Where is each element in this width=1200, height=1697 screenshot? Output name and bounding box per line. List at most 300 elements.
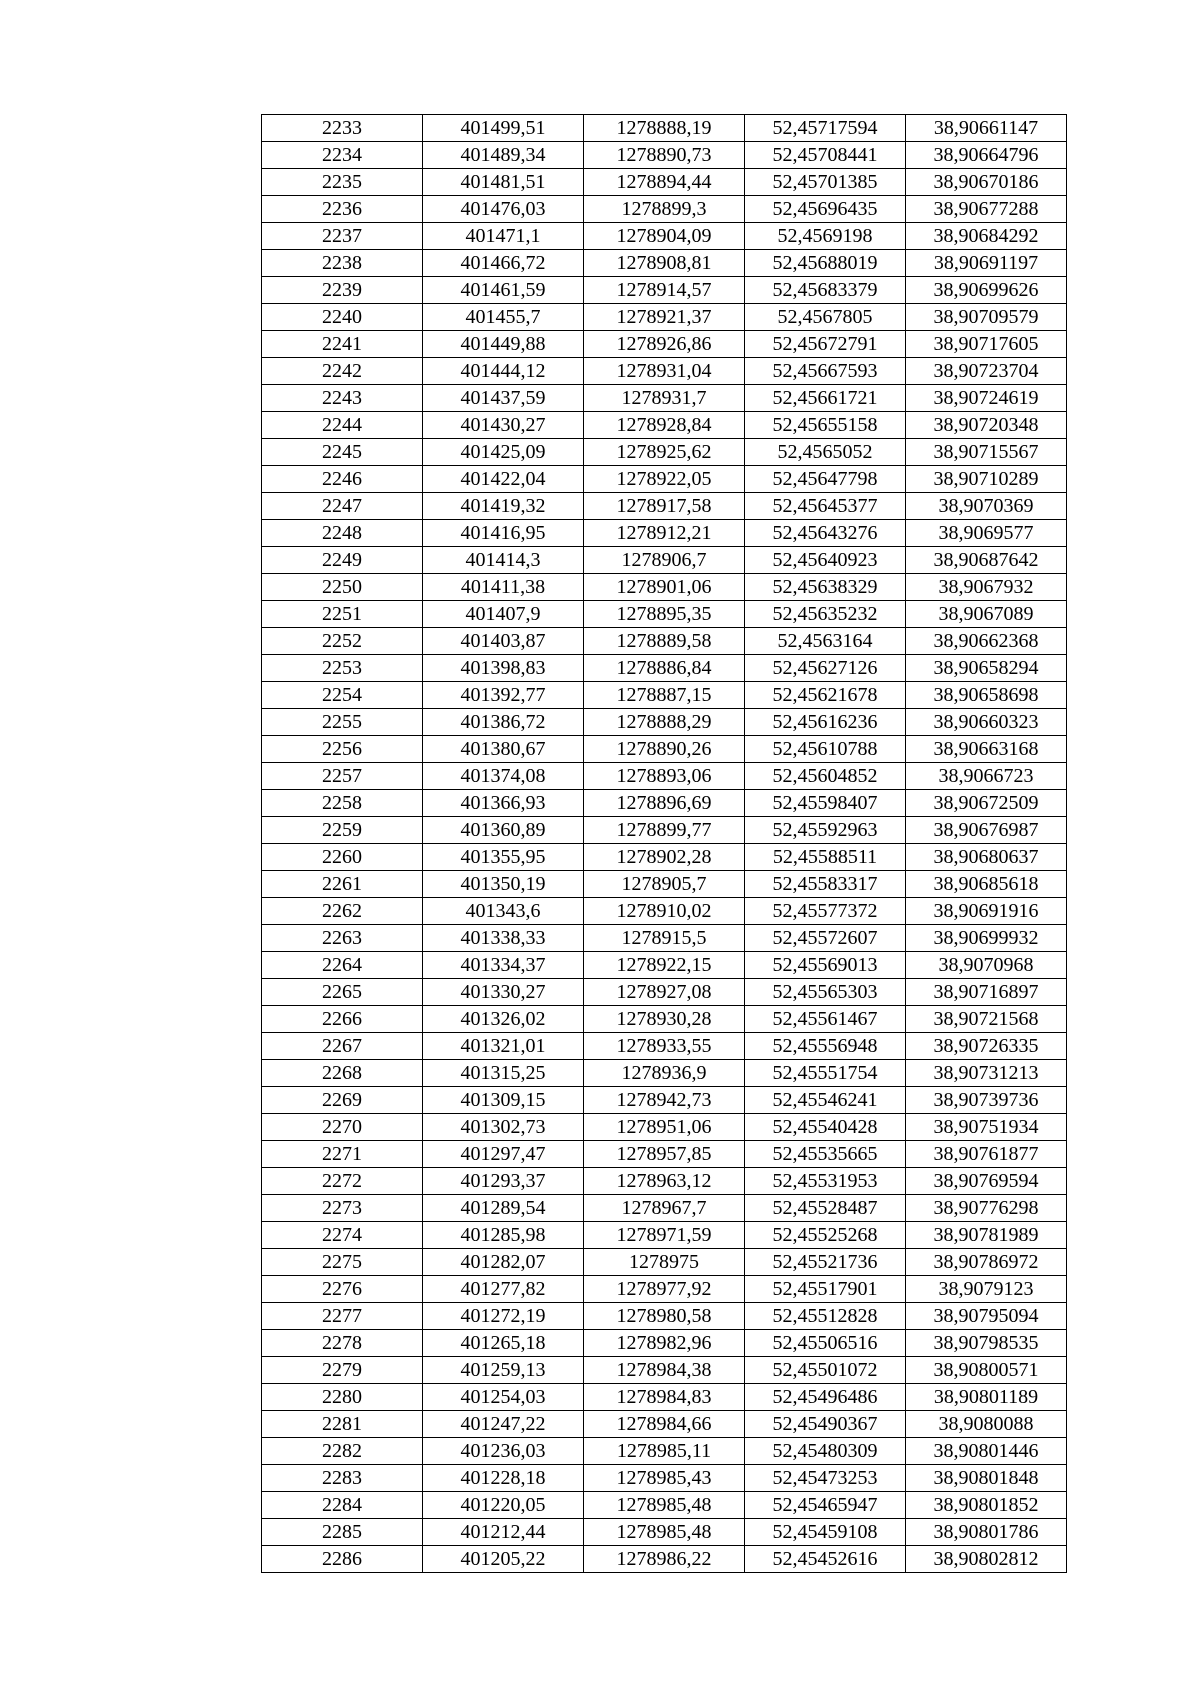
point-number-cell: 2257 bbox=[262, 763, 423, 790]
latitude-cell: 52,45583317 bbox=[745, 871, 906, 898]
longitude-cell: 38,90661147 bbox=[906, 115, 1067, 142]
x-coordinate-cell: 401272,19 bbox=[423, 1303, 584, 1330]
x-coordinate-cell: 401422,04 bbox=[423, 466, 584, 493]
y-coordinate-cell: 1278985,43 bbox=[584, 1465, 745, 1492]
y-coordinate-cell: 1278894,44 bbox=[584, 169, 745, 196]
point-number-cell: 2261 bbox=[262, 871, 423, 898]
latitude-cell: 52,45452616 bbox=[745, 1546, 906, 1573]
x-coordinate-cell: 401366,93 bbox=[423, 790, 584, 817]
y-coordinate-cell: 1278931,7 bbox=[584, 385, 745, 412]
x-coordinate-cell: 401407,9 bbox=[423, 601, 584, 628]
x-coordinate-cell: 401489,34 bbox=[423, 142, 584, 169]
latitude-cell: 52,45627126 bbox=[745, 655, 906, 682]
table-row bbox=[262, 115, 1067, 142]
latitude-cell: 52,4569198 bbox=[745, 223, 906, 250]
table-row bbox=[262, 1060, 1067, 1087]
y-coordinate-cell: 1278931,04 bbox=[584, 358, 745, 385]
x-coordinate-cell: 401419,32 bbox=[423, 493, 584, 520]
latitude-cell: 52,45480309 bbox=[745, 1438, 906, 1465]
latitude-cell: 52,45640923 bbox=[745, 547, 906, 574]
point-number-cell: 2255 bbox=[262, 709, 423, 736]
longitude-cell: 38,90680637 bbox=[906, 844, 1067, 871]
y-coordinate-cell: 1278912,21 bbox=[584, 520, 745, 547]
x-coordinate-cell: 401430,27 bbox=[423, 412, 584, 439]
table-row bbox=[262, 898, 1067, 925]
x-coordinate-cell: 401282,07 bbox=[423, 1249, 584, 1276]
longitude-cell: 38,9070369 bbox=[906, 493, 1067, 520]
table-row bbox=[262, 709, 1067, 736]
table-row bbox=[262, 952, 1067, 979]
latitude-cell: 52,45517901 bbox=[745, 1276, 906, 1303]
table-row bbox=[262, 1438, 1067, 1465]
point-number-cell: 2245 bbox=[262, 439, 423, 466]
latitude-cell: 52,45643276 bbox=[745, 520, 906, 547]
longitude-cell: 38,90670186 bbox=[906, 169, 1067, 196]
longitude-cell: 38,90691916 bbox=[906, 898, 1067, 925]
table-row bbox=[262, 493, 1067, 520]
x-coordinate-cell: 401338,33 bbox=[423, 925, 584, 952]
longitude-cell: 38,90658294 bbox=[906, 655, 1067, 682]
y-coordinate-cell: 1278963,12 bbox=[584, 1168, 745, 1195]
latitude-cell: 52,45598407 bbox=[745, 790, 906, 817]
latitude-cell: 52,45561467 bbox=[745, 1006, 906, 1033]
table-row bbox=[262, 925, 1067, 952]
point-number-cell: 2250 bbox=[262, 574, 423, 601]
longitude-cell: 38,90660323 bbox=[906, 709, 1067, 736]
table-row bbox=[262, 1384, 1067, 1411]
x-coordinate-cell: 401321,01 bbox=[423, 1033, 584, 1060]
y-coordinate-cell: 1278936,9 bbox=[584, 1060, 745, 1087]
table-row bbox=[262, 655, 1067, 682]
point-number-cell: 2277 bbox=[262, 1303, 423, 1330]
table-row bbox=[262, 304, 1067, 331]
table-row bbox=[262, 1006, 1067, 1033]
point-number-cell: 2286 bbox=[262, 1546, 423, 1573]
x-coordinate-cell: 401220,05 bbox=[423, 1492, 584, 1519]
y-coordinate-cell: 1278887,15 bbox=[584, 682, 745, 709]
y-coordinate-cell: 1278921,37 bbox=[584, 304, 745, 331]
coordinates-table bbox=[261, 114, 1067, 1573]
y-coordinate-cell: 1278926,86 bbox=[584, 331, 745, 358]
table-row bbox=[262, 1465, 1067, 1492]
longitude-cell: 38,90801189 bbox=[906, 1384, 1067, 1411]
y-coordinate-cell: 1278922,15 bbox=[584, 952, 745, 979]
x-coordinate-cell: 401343,6 bbox=[423, 898, 584, 925]
y-coordinate-cell: 1278895,35 bbox=[584, 601, 745, 628]
longitude-cell: 38,9080088 bbox=[906, 1411, 1067, 1438]
longitude-cell: 38,90709579 bbox=[906, 304, 1067, 331]
table-row bbox=[262, 547, 1067, 574]
longitude-cell: 38,90715567 bbox=[906, 439, 1067, 466]
x-coordinate-cell: 401302,73 bbox=[423, 1114, 584, 1141]
table-row bbox=[262, 1330, 1067, 1357]
x-coordinate-cell: 401212,44 bbox=[423, 1519, 584, 1546]
table-row bbox=[262, 601, 1067, 628]
latitude-cell: 52,45540428 bbox=[745, 1114, 906, 1141]
point-number-cell: 2259 bbox=[262, 817, 423, 844]
y-coordinate-cell: 1278908,81 bbox=[584, 250, 745, 277]
x-coordinate-cell: 401386,72 bbox=[423, 709, 584, 736]
latitude-cell: 52,4567805 bbox=[745, 304, 906, 331]
table-row bbox=[262, 1087, 1067, 1114]
y-coordinate-cell: 1278975 bbox=[584, 1249, 745, 1276]
y-coordinate-cell: 1278902,28 bbox=[584, 844, 745, 871]
y-coordinate-cell: 1278957,85 bbox=[584, 1141, 745, 1168]
y-coordinate-cell: 1278984,38 bbox=[584, 1357, 745, 1384]
longitude-cell: 38,90801786 bbox=[906, 1519, 1067, 1546]
y-coordinate-cell: 1278886,84 bbox=[584, 655, 745, 682]
latitude-cell: 52,45616236 bbox=[745, 709, 906, 736]
table-row bbox=[262, 628, 1067, 655]
latitude-cell: 52,45708441 bbox=[745, 142, 906, 169]
y-coordinate-cell: 1278896,69 bbox=[584, 790, 745, 817]
longitude-cell: 38,90800571 bbox=[906, 1357, 1067, 1384]
x-coordinate-cell: 401466,72 bbox=[423, 250, 584, 277]
longitude-cell: 38,9067089 bbox=[906, 601, 1067, 628]
table-row bbox=[262, 1519, 1067, 1546]
latitude-cell: 52,45556948 bbox=[745, 1033, 906, 1060]
table-row bbox=[262, 331, 1067, 358]
longitude-cell: 38,90699626 bbox=[906, 277, 1067, 304]
table-row bbox=[262, 223, 1067, 250]
y-coordinate-cell: 1278910,02 bbox=[584, 898, 745, 925]
latitude-cell: 52,45535665 bbox=[745, 1141, 906, 1168]
longitude-cell: 38,90716897 bbox=[906, 979, 1067, 1006]
x-coordinate-cell: 401326,02 bbox=[423, 1006, 584, 1033]
table-row bbox=[262, 1492, 1067, 1519]
latitude-cell: 52,45672791 bbox=[745, 331, 906, 358]
x-coordinate-cell: 401277,82 bbox=[423, 1276, 584, 1303]
y-coordinate-cell: 1278982,96 bbox=[584, 1330, 745, 1357]
latitude-cell: 52,45655158 bbox=[745, 412, 906, 439]
longitude-cell: 38,90801446 bbox=[906, 1438, 1067, 1465]
longitude-cell: 38,90658698 bbox=[906, 682, 1067, 709]
longitude-cell: 38,90687642 bbox=[906, 547, 1067, 574]
latitude-cell: 52,45496486 bbox=[745, 1384, 906, 1411]
point-number-cell: 2263 bbox=[262, 925, 423, 952]
latitude-cell: 52,45473253 bbox=[745, 1465, 906, 1492]
longitude-cell: 38,90769594 bbox=[906, 1168, 1067, 1195]
x-coordinate-cell: 401247,22 bbox=[423, 1411, 584, 1438]
latitude-cell: 52,45501072 bbox=[745, 1357, 906, 1384]
table-row bbox=[262, 1195, 1067, 1222]
x-coordinate-cell: 401289,54 bbox=[423, 1195, 584, 1222]
y-coordinate-cell: 1278928,84 bbox=[584, 412, 745, 439]
point-number-cell: 2249 bbox=[262, 547, 423, 574]
point-number-cell: 2262 bbox=[262, 898, 423, 925]
table-row bbox=[262, 1168, 1067, 1195]
latitude-cell: 52,45521736 bbox=[745, 1249, 906, 1276]
point-number-cell: 2266 bbox=[262, 1006, 423, 1033]
longitude-cell: 38,90801848 bbox=[906, 1465, 1067, 1492]
point-number-cell: 2270 bbox=[262, 1114, 423, 1141]
table-row bbox=[262, 844, 1067, 871]
point-number-cell: 2268 bbox=[262, 1060, 423, 1087]
point-number-cell: 2243 bbox=[262, 385, 423, 412]
longitude-cell: 38,9066723 bbox=[906, 763, 1067, 790]
x-coordinate-cell: 401444,12 bbox=[423, 358, 584, 385]
latitude-cell: 52,45635232 bbox=[745, 601, 906, 628]
point-number-cell: 2283 bbox=[262, 1465, 423, 1492]
longitude-cell: 38,90672509 bbox=[906, 790, 1067, 817]
longitude-cell: 38,9069577 bbox=[906, 520, 1067, 547]
coordinates-table-body bbox=[262, 115, 1067, 1573]
y-coordinate-cell: 1278901,06 bbox=[584, 574, 745, 601]
point-number-cell: 2248 bbox=[262, 520, 423, 547]
point-number-cell: 2233 bbox=[262, 115, 423, 142]
point-number-cell: 2278 bbox=[262, 1330, 423, 1357]
table-row bbox=[262, 439, 1067, 466]
latitude-cell: 52,45565303 bbox=[745, 979, 906, 1006]
y-coordinate-cell: 1278899,77 bbox=[584, 817, 745, 844]
longitude-cell: 38,90677288 bbox=[906, 196, 1067, 223]
longitude-cell: 38,90699932 bbox=[906, 925, 1067, 952]
point-number-cell: 2241 bbox=[262, 331, 423, 358]
longitude-cell: 38,9067932 bbox=[906, 574, 1067, 601]
table-row bbox=[262, 1222, 1067, 1249]
longitude-cell: 38,90802812 bbox=[906, 1546, 1067, 1573]
longitude-cell: 38,90691197 bbox=[906, 250, 1067, 277]
longitude-cell: 38,90795094 bbox=[906, 1303, 1067, 1330]
table-row bbox=[262, 385, 1067, 412]
x-coordinate-cell: 401455,7 bbox=[423, 304, 584, 331]
point-number-cell: 2253 bbox=[262, 655, 423, 682]
x-coordinate-cell: 401398,83 bbox=[423, 655, 584, 682]
longitude-cell: 38,90751934 bbox=[906, 1114, 1067, 1141]
latitude-cell: 52,45569013 bbox=[745, 952, 906, 979]
longitude-cell: 38,90664796 bbox=[906, 142, 1067, 169]
y-coordinate-cell: 1278915,5 bbox=[584, 925, 745, 952]
latitude-cell: 52,45506516 bbox=[745, 1330, 906, 1357]
longitude-cell: 38,90724619 bbox=[906, 385, 1067, 412]
x-coordinate-cell: 401411,38 bbox=[423, 574, 584, 601]
x-coordinate-cell: 401392,77 bbox=[423, 682, 584, 709]
point-number-cell: 2234 bbox=[262, 142, 423, 169]
point-number-cell: 2256 bbox=[262, 736, 423, 763]
table-row bbox=[262, 1411, 1067, 1438]
y-coordinate-cell: 1278889,58 bbox=[584, 628, 745, 655]
table-row bbox=[262, 142, 1067, 169]
point-number-cell: 2276 bbox=[262, 1276, 423, 1303]
longitude-cell: 38,90726335 bbox=[906, 1033, 1067, 1060]
y-coordinate-cell: 1278933,55 bbox=[584, 1033, 745, 1060]
y-coordinate-cell: 1278904,09 bbox=[584, 223, 745, 250]
x-coordinate-cell: 401265,18 bbox=[423, 1330, 584, 1357]
point-number-cell: 2271 bbox=[262, 1141, 423, 1168]
latitude-cell: 52,45610788 bbox=[745, 736, 906, 763]
table-row bbox=[262, 196, 1067, 223]
y-coordinate-cell: 1278985,11 bbox=[584, 1438, 745, 1465]
point-number-cell: 2274 bbox=[262, 1222, 423, 1249]
longitude-cell: 38,9070968 bbox=[906, 952, 1067, 979]
y-coordinate-cell: 1278977,92 bbox=[584, 1276, 745, 1303]
longitude-cell: 38,90798535 bbox=[906, 1330, 1067, 1357]
table-row bbox=[262, 358, 1067, 385]
table-row bbox=[262, 736, 1067, 763]
y-coordinate-cell: 1278925,62 bbox=[584, 439, 745, 466]
x-coordinate-cell: 401297,47 bbox=[423, 1141, 584, 1168]
table-row bbox=[262, 412, 1067, 439]
y-coordinate-cell: 1278980,58 bbox=[584, 1303, 745, 1330]
y-coordinate-cell: 1278922,05 bbox=[584, 466, 745, 493]
point-number-cell: 2282 bbox=[262, 1438, 423, 1465]
x-coordinate-cell: 401334,37 bbox=[423, 952, 584, 979]
latitude-cell: 52,45661721 bbox=[745, 385, 906, 412]
latitude-cell: 52,45688019 bbox=[745, 250, 906, 277]
longitude-cell: 38,90717605 bbox=[906, 331, 1067, 358]
x-coordinate-cell: 401228,18 bbox=[423, 1465, 584, 1492]
point-number-cell: 2236 bbox=[262, 196, 423, 223]
y-coordinate-cell: 1278951,06 bbox=[584, 1114, 745, 1141]
latitude-cell: 52,4565052 bbox=[745, 439, 906, 466]
x-coordinate-cell: 401471,1 bbox=[423, 223, 584, 250]
point-number-cell: 2279 bbox=[262, 1357, 423, 1384]
table-row bbox=[262, 1141, 1067, 1168]
longitude-cell: 38,90710289 bbox=[906, 466, 1067, 493]
longitude-cell: 38,90776298 bbox=[906, 1195, 1067, 1222]
x-coordinate-cell: 401476,03 bbox=[423, 196, 584, 223]
latitude-cell: 52,45459108 bbox=[745, 1519, 906, 1546]
x-coordinate-cell: 401259,13 bbox=[423, 1357, 584, 1384]
table-row bbox=[262, 1033, 1067, 1060]
latitude-cell: 52,45717594 bbox=[745, 115, 906, 142]
latitude-cell: 52,45647798 bbox=[745, 466, 906, 493]
latitude-cell: 52,45667593 bbox=[745, 358, 906, 385]
latitude-cell: 52,45528487 bbox=[745, 1195, 906, 1222]
latitude-cell: 52,45588511 bbox=[745, 844, 906, 871]
point-number-cell: 2265 bbox=[262, 979, 423, 1006]
latitude-cell: 52,45696435 bbox=[745, 196, 906, 223]
point-number-cell: 2235 bbox=[262, 169, 423, 196]
point-number-cell: 2247 bbox=[262, 493, 423, 520]
x-coordinate-cell: 401285,98 bbox=[423, 1222, 584, 1249]
x-coordinate-cell: 401254,03 bbox=[423, 1384, 584, 1411]
x-coordinate-cell: 401205,22 bbox=[423, 1546, 584, 1573]
latitude-cell: 52,45621678 bbox=[745, 682, 906, 709]
x-coordinate-cell: 401293,37 bbox=[423, 1168, 584, 1195]
table-row bbox=[262, 250, 1067, 277]
longitude-cell: 38,90739736 bbox=[906, 1087, 1067, 1114]
x-coordinate-cell: 401437,59 bbox=[423, 385, 584, 412]
y-coordinate-cell: 1278905,7 bbox=[584, 871, 745, 898]
y-coordinate-cell: 1278985,48 bbox=[584, 1519, 745, 1546]
y-coordinate-cell: 1278888,29 bbox=[584, 709, 745, 736]
x-coordinate-cell: 401355,95 bbox=[423, 844, 584, 871]
x-coordinate-cell: 401309,15 bbox=[423, 1087, 584, 1114]
x-coordinate-cell: 401236,03 bbox=[423, 1438, 584, 1465]
point-number-cell: 2275 bbox=[262, 1249, 423, 1276]
longitude-cell: 38,90720348 bbox=[906, 412, 1067, 439]
latitude-cell: 52,45638329 bbox=[745, 574, 906, 601]
point-number-cell: 2244 bbox=[262, 412, 423, 439]
table-row bbox=[262, 520, 1067, 547]
y-coordinate-cell: 1278971,59 bbox=[584, 1222, 745, 1249]
x-coordinate-cell: 401425,09 bbox=[423, 439, 584, 466]
table-row bbox=[262, 1114, 1067, 1141]
y-coordinate-cell: 1278906,7 bbox=[584, 547, 745, 574]
x-coordinate-cell: 401449,88 bbox=[423, 331, 584, 358]
table-row bbox=[262, 1357, 1067, 1384]
y-coordinate-cell: 1278984,66 bbox=[584, 1411, 745, 1438]
point-number-cell: 2272 bbox=[262, 1168, 423, 1195]
latitude-cell: 52,45490367 bbox=[745, 1411, 906, 1438]
table-row bbox=[262, 1249, 1067, 1276]
latitude-cell: 52,45645377 bbox=[745, 493, 906, 520]
longitude-cell: 38,90685618 bbox=[906, 871, 1067, 898]
y-coordinate-cell: 1278890,73 bbox=[584, 142, 745, 169]
table-row bbox=[262, 871, 1067, 898]
table-row bbox=[262, 979, 1067, 1006]
point-number-cell: 2238 bbox=[262, 250, 423, 277]
point-number-cell: 2246 bbox=[262, 466, 423, 493]
latitude-cell: 52,45531953 bbox=[745, 1168, 906, 1195]
y-coordinate-cell: 1278927,08 bbox=[584, 979, 745, 1006]
y-coordinate-cell: 1278888,19 bbox=[584, 115, 745, 142]
longitude-cell: 38,90781989 bbox=[906, 1222, 1067, 1249]
x-coordinate-cell: 401315,25 bbox=[423, 1060, 584, 1087]
point-number-cell: 2280 bbox=[262, 1384, 423, 1411]
longitude-cell: 38,90801852 bbox=[906, 1492, 1067, 1519]
longitude-cell: 38,90786972 bbox=[906, 1249, 1067, 1276]
x-coordinate-cell: 401499,51 bbox=[423, 115, 584, 142]
longitude-cell: 38,9079123 bbox=[906, 1276, 1067, 1303]
y-coordinate-cell: 1278917,58 bbox=[584, 493, 745, 520]
y-coordinate-cell: 1278985,48 bbox=[584, 1492, 745, 1519]
latitude-cell: 52,45683379 bbox=[745, 277, 906, 304]
latitude-cell: 52,45465947 bbox=[745, 1492, 906, 1519]
y-coordinate-cell: 1278930,28 bbox=[584, 1006, 745, 1033]
x-coordinate-cell: 401380,67 bbox=[423, 736, 584, 763]
table-row bbox=[262, 466, 1067, 493]
point-number-cell: 2260 bbox=[262, 844, 423, 871]
y-coordinate-cell: 1278899,3 bbox=[584, 196, 745, 223]
y-coordinate-cell: 1278890,26 bbox=[584, 736, 745, 763]
point-number-cell: 2267 bbox=[262, 1033, 423, 1060]
x-coordinate-cell: 401461,59 bbox=[423, 277, 584, 304]
point-number-cell: 2269 bbox=[262, 1087, 423, 1114]
latitude-cell: 52,45701385 bbox=[745, 169, 906, 196]
latitude-cell: 52,45525268 bbox=[745, 1222, 906, 1249]
latitude-cell: 52,45592963 bbox=[745, 817, 906, 844]
x-coordinate-cell: 401403,87 bbox=[423, 628, 584, 655]
point-number-cell: 2239 bbox=[262, 277, 423, 304]
table-row bbox=[262, 1303, 1067, 1330]
longitude-cell: 38,90663168 bbox=[906, 736, 1067, 763]
y-coordinate-cell: 1278986,22 bbox=[584, 1546, 745, 1573]
point-number-cell: 2284 bbox=[262, 1492, 423, 1519]
point-number-cell: 2273 bbox=[262, 1195, 423, 1222]
longitude-cell: 38,90723704 bbox=[906, 358, 1067, 385]
point-number-cell: 2264 bbox=[262, 952, 423, 979]
latitude-cell: 52,4563164 bbox=[745, 628, 906, 655]
longitude-cell: 38,90684292 bbox=[906, 223, 1067, 250]
y-coordinate-cell: 1278984,83 bbox=[584, 1384, 745, 1411]
latitude-cell: 52,45604852 bbox=[745, 763, 906, 790]
latitude-cell: 52,45512828 bbox=[745, 1303, 906, 1330]
table-row bbox=[262, 277, 1067, 304]
longitude-cell: 38,90761877 bbox=[906, 1141, 1067, 1168]
point-number-cell: 2252 bbox=[262, 628, 423, 655]
table-row bbox=[262, 682, 1067, 709]
table-row bbox=[262, 763, 1067, 790]
x-coordinate-cell: 401360,89 bbox=[423, 817, 584, 844]
longitude-cell: 38,90721568 bbox=[906, 1006, 1067, 1033]
latitude-cell: 52,45551754 bbox=[745, 1060, 906, 1087]
point-number-cell: 2254 bbox=[262, 682, 423, 709]
point-number-cell: 2258 bbox=[262, 790, 423, 817]
longitude-cell: 38,90731213 bbox=[906, 1060, 1067, 1087]
latitude-cell: 52,45572607 bbox=[745, 925, 906, 952]
